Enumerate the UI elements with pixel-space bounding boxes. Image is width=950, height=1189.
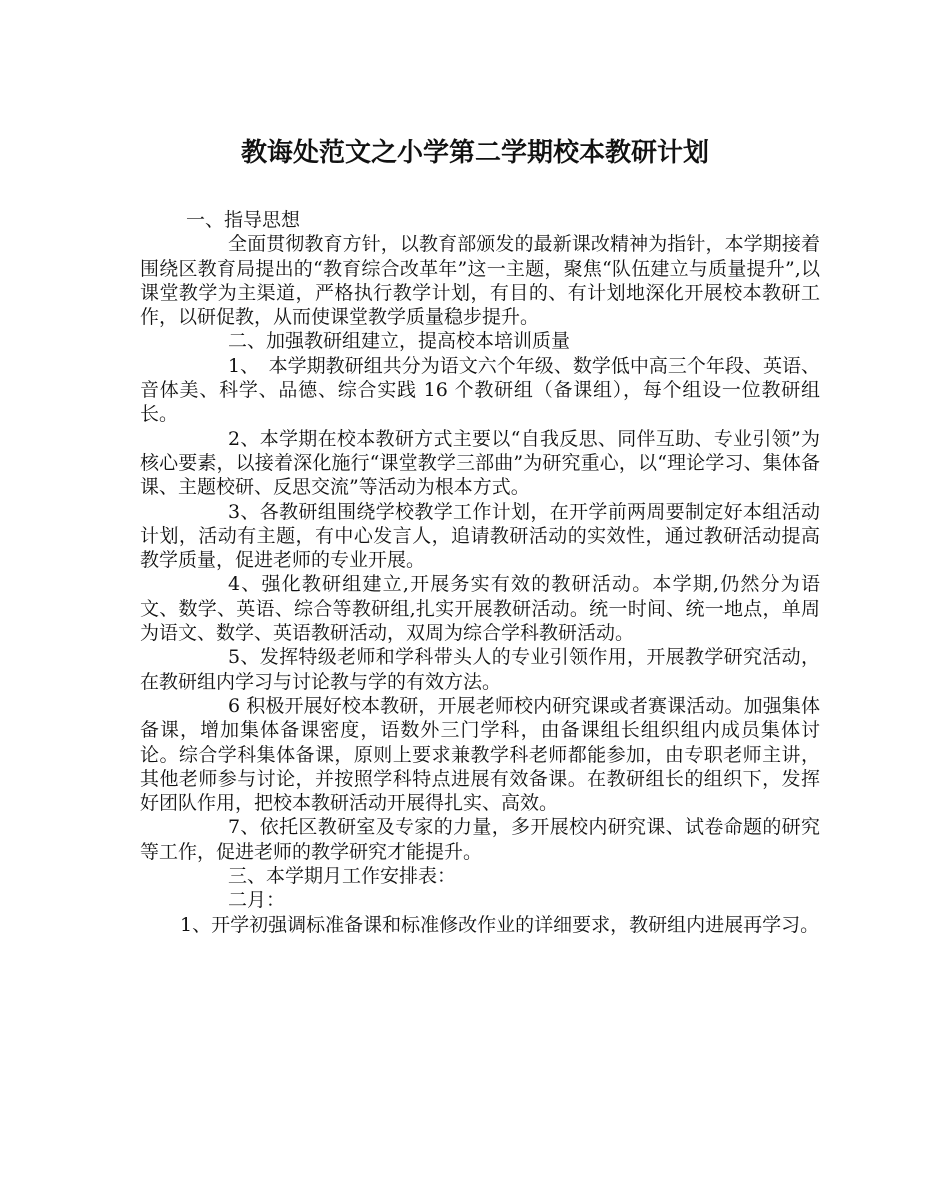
paragraph: 1、 本学期教研组共分为语文六个年级、数学低中高三个年段、英语、音体美、科学、品德、综合实践 16 个教研组（备课组），每个组设一位教研组长。 bbox=[140, 354, 820, 426]
paragraph: 4、强化教研组建立,开展务实有效的教研活动。本学期,仍然分为语文、数学、英语、综合等教研组,扎实开展教研活动。统一时间、统一地点，单周为语文、数学、英语教研活动，双周为综合学科教研活动。 bbox=[140, 573, 820, 645]
month-heading: 二月： bbox=[228, 889, 286, 912]
paragraph: 6 积极开展好校本教研，开展老师校内研究课或者赛课活动。加强集体备课，增加集体备课密度，语数外三门学科，由备课组长组织组内成员集体讨论。综合学科集体备课，原则上要求兼教学科老师都能参加，由专职老师主讲，其他老师参与讨论，并按照学科特点进展有效备课。在教研组长的组织下，发挥好团队作用，把校本教研活动开展得扎实、高效。 bbox=[140, 694, 820, 815]
paragraph: 1、开学初强调标准备课和标准修改作业的详细要求，教研组内进展再学习。 bbox=[180, 913, 820, 936]
paragraph: 全面贯彻教育方针，以教育部颁发的最新课改精神为指针，本学期接着围绕区教育局提出的“教育综合改革年”这一主题，聚焦“队伍建立与质量提升”,以课堂教学为主渠道，严格执行教学计划，有目的、有计划地深化开展校本教研工作，以研促教，从而使课堂教学质量稳步提升。 bbox=[140, 233, 820, 329]
section-heading: 一、指导思想 bbox=[186, 209, 301, 231]
section-heading: 三、本学期月工作安排表： bbox=[228, 865, 457, 888]
paragraph: 3、各教研组围绕学校教学工作计划，在开学前两周要制定好本组活动计划，活动有主题，有中心发言人，追请教研活动的实效性，通过教研活动提高教学质量，促进老师的专业开展。 bbox=[140, 500, 820, 572]
document-title: 教诲处范文之小学第二学期校本教研计划 bbox=[240, 138, 709, 168]
document-body bbox=[140, 208, 820, 937]
paragraph: 2、本学期在校本教研方式主要以“自我反思、同伴互助、专业引领”为核心要素，以接着深化施行“课堂教学三部曲”为研究重心，以“理论学习、集体备课、主题校研、反思交流”等活动为根本方式。 bbox=[140, 427, 820, 499]
section-heading: 二、加强教研组建立，提高校本培训质量 bbox=[228, 330, 571, 353]
paragraph: 5、发挥特级老师和学科带头人的专业引领作用，开展教学研究活动，在教研组内学习与讨论教与学的有效方法。 bbox=[140, 646, 820, 693]
paragraph: 7、依托区教研室及专家的力量，多开展校内研究课、试卷命题的研究等工作，促进老师的教学研究才能提升。 bbox=[140, 816, 820, 863]
